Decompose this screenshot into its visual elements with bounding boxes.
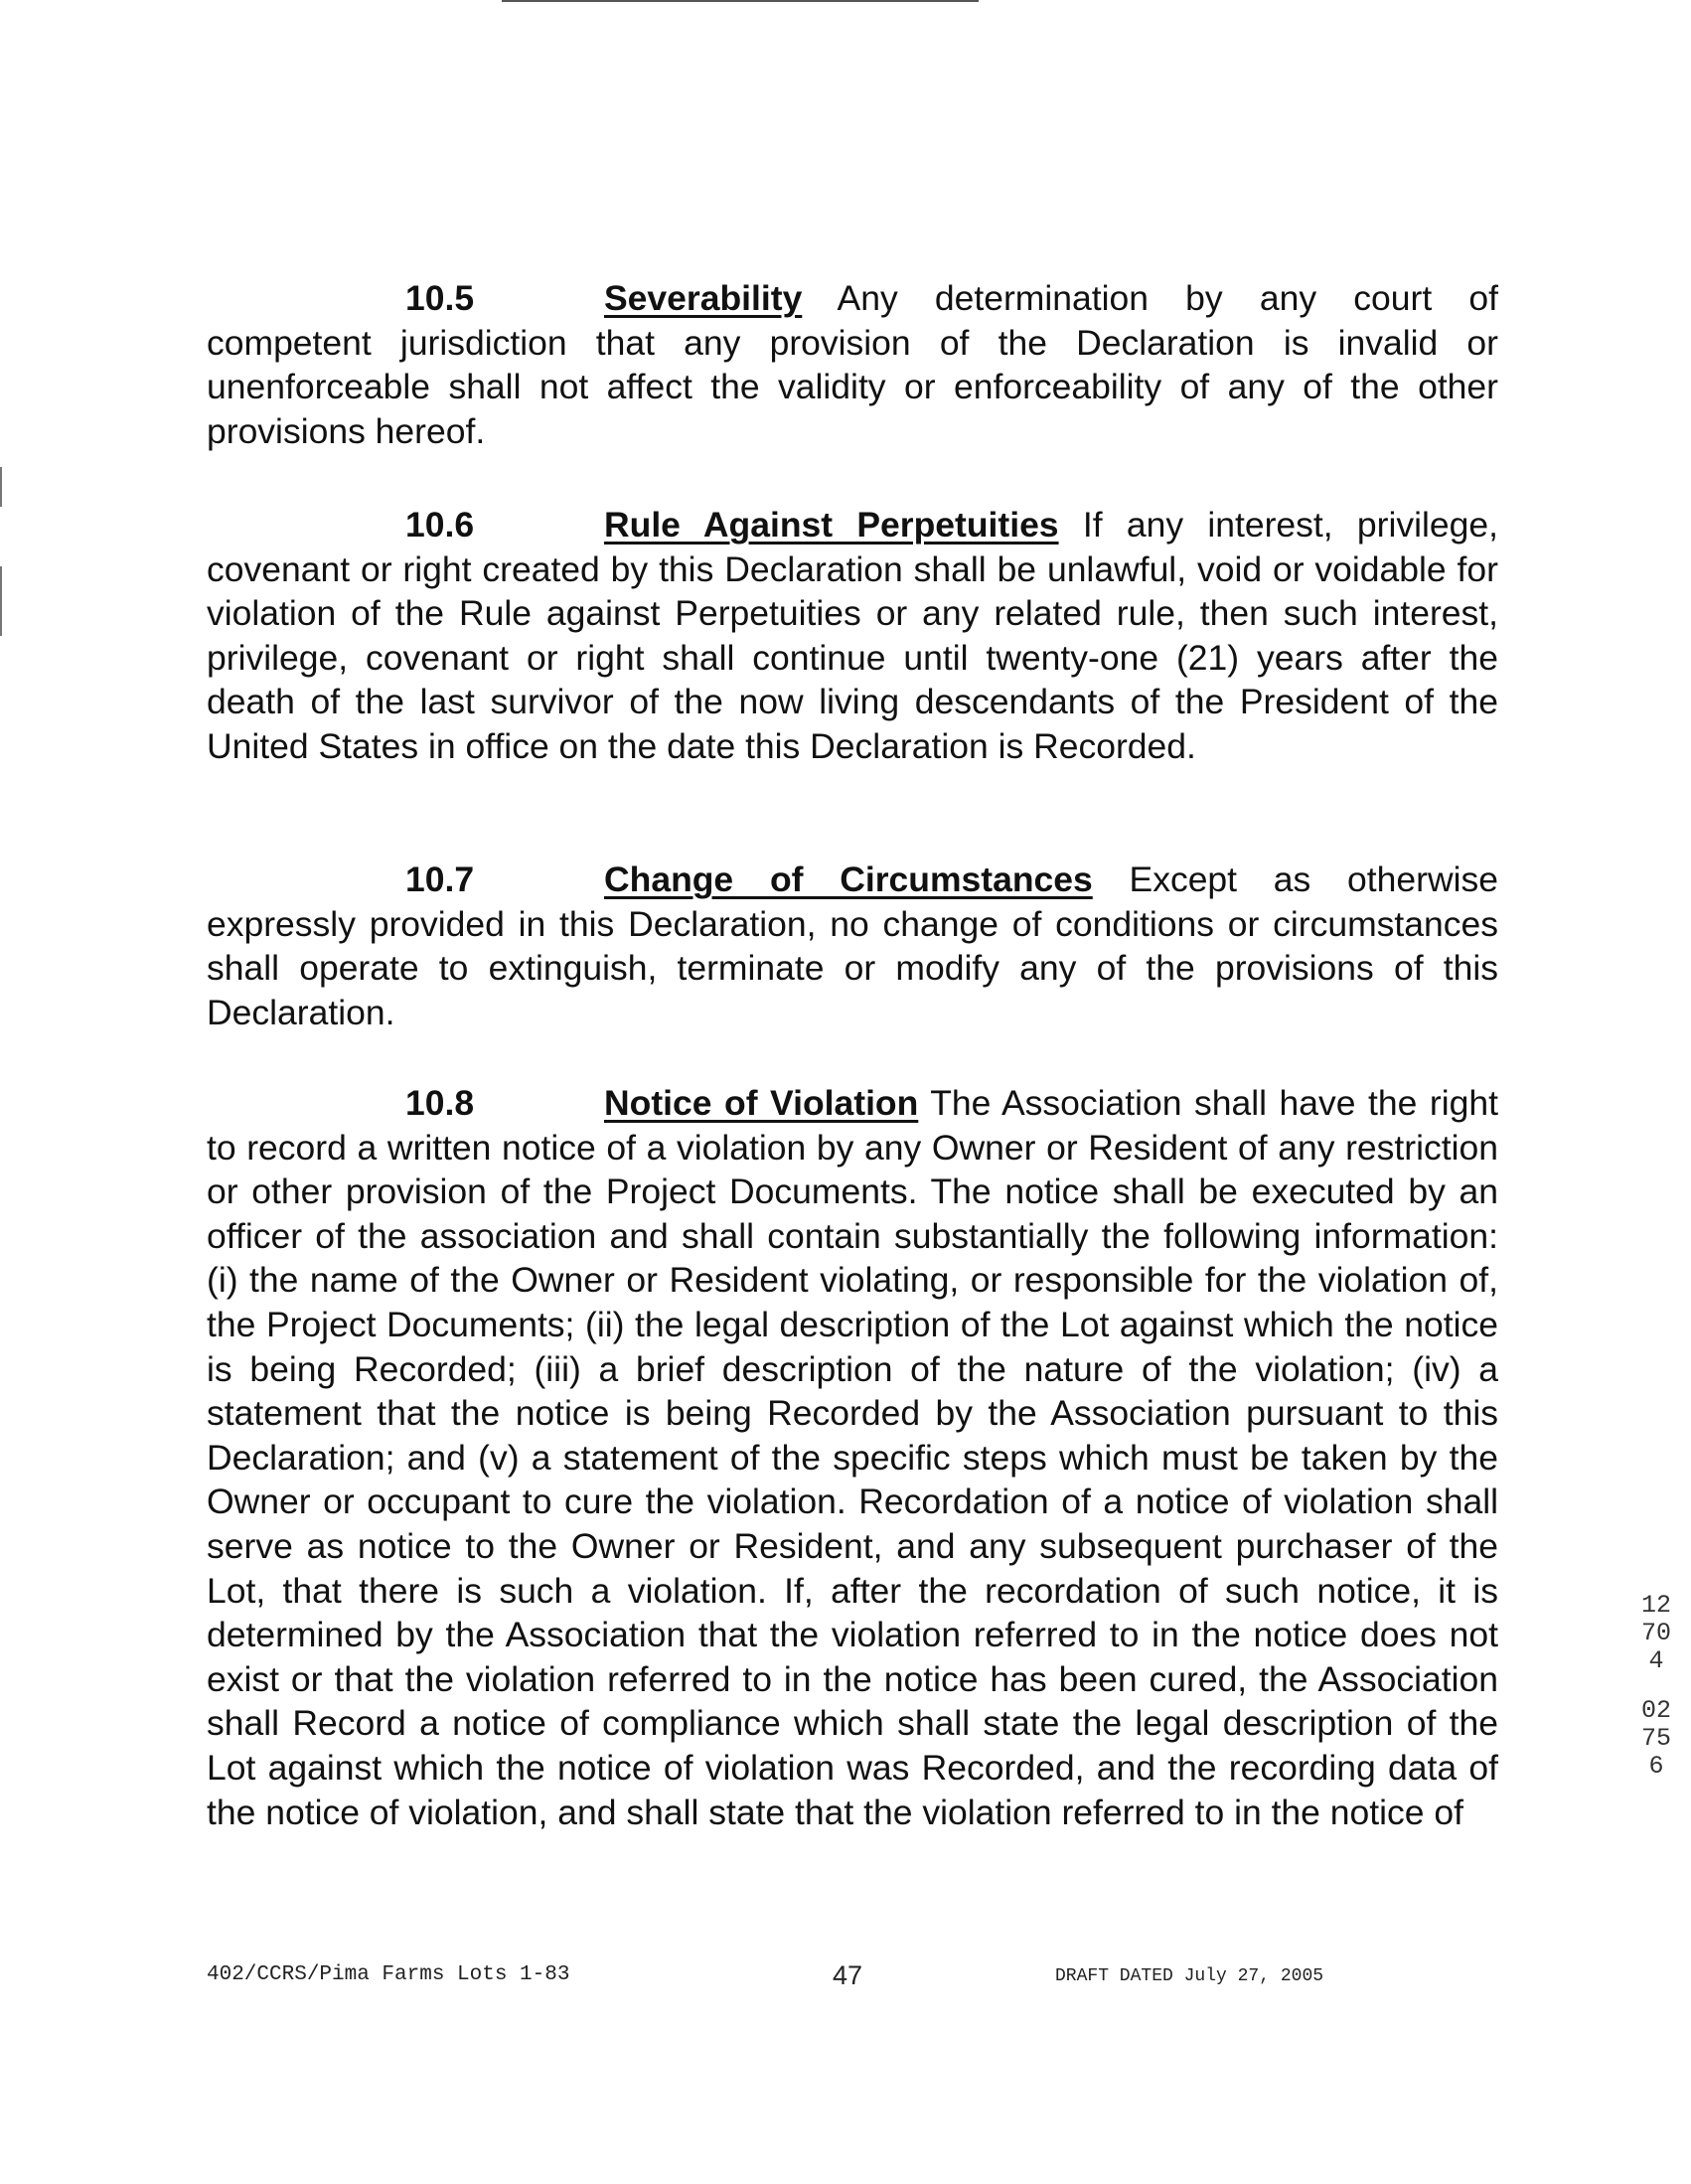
section-title: Severability	[604, 278, 803, 318]
recording-stamp	[1641, 1592, 1671, 1781]
section-number: 10.5	[405, 278, 475, 318]
section-number: 10.6	[405, 505, 475, 545]
section-body: If any interest, privilege, covenant or right created by this Declaration shall be unlawful, void or voidable for violation of the Rule against Perpetuities or any related rule, then such interest, privilege, covenant or right shall continue until twenty-one (21) years after the death of the last survivor of the now living descendants of the President of the United States in office on the date this Declaration is Recorded.	[207, 505, 1498, 766]
section-10-7	[207, 858, 1498, 1034]
section-paragraph	[207, 503, 1498, 769]
section-10-6	[207, 503, 1498, 769]
section-number: 10.7	[405, 859, 475, 899]
section-body: Except as otherwise expressly provided in this Declaration, no change of conditions or circumstances shall operate to extinguish, terminate or modify any of the provisions of this Declaration.	[207, 859, 1498, 1032]
footer-draft-date: DRAFT DATED July 27, 2005	[1055, 1966, 1324, 1986]
footer-page-number: 47	[833, 1960, 863, 1990]
section-paragraph	[207, 1081, 1498, 1834]
section-title: Rule Against Perpetuities	[604, 505, 1059, 545]
section-title: Change of Circumstances	[604, 859, 1093, 899]
scan-top-rule	[502, 0, 979, 2]
stamp-part-2: 02756	[1641, 1696, 1672, 1781]
section-10-5	[207, 276, 1498, 453]
section-body: Any determination by any court of competent jurisdiction that any provision of the Declaration is invalid or unenforceable shall not affect the validity or enforceability of any of the other provisions hereof.	[207, 278, 1498, 451]
section-title: Notice of Violation	[604, 1083, 919, 1123]
footer-file-ref: 402/CCRS/Pima Farms Lots 1-83	[207, 1963, 570, 1986]
section-10-8	[207, 1081, 1498, 1834]
section-paragraph	[207, 276, 1498, 453]
section-paragraph	[207, 858, 1498, 1034]
scan-edge-mark	[0, 467, 2, 507]
stamp-part-1: 12704	[1641, 1591, 1672, 1675]
section-number: 10.8	[405, 1083, 475, 1123]
section-body: The Association shall have the right to record a written notice of a violation by any Owner or Resident of any restriction or other provision of the Project Documents. The notice shall be executed by an officer of the association and shall contain substantially the following information: (i) the name of the Owner or Resident violating, or responsible for the violation of, the Project Documents; (ii) the legal description of the Lot against which the notice is being Recorded; (iii) a brief description of the nature of the violation; (iv) a statement that the notice is being Recorded by the Association pursuant to this Declaration; and (v) a statement of the specific steps which must be taken by the Owner or occupant to cure the violation. Recordation of a notice of violation shall serve as notice to the Owner or Resident, and any subsequent purchaser of the Lot, that there is such a violation. If, after the recordation of such notice, it is determined by the Association that the violation referred to in the notice does not exist or that the violation referred to in the notice has been cured, the Association shall Record a notice of compliance which shall state the legal description of the Lot against which the notice of violation was Recorded, and the recording data of the notice of violation, and shall state that the violation referred to in the notice of	[207, 1083, 1498, 1832]
scan-edge-mark	[0, 566, 2, 636]
